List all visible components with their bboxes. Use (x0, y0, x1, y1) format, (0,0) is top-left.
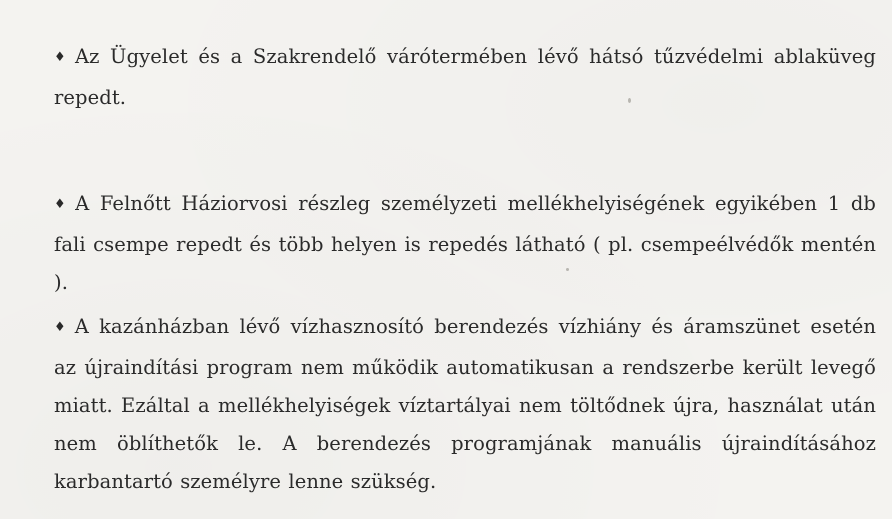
paragraph-wall-tile (54, 185, 876, 302)
paragraph-text: A kazánházban lévő vízhasznosító berendezés vízhiány és áramszünet esetén az újraindítási program nem működik automatikusan a rendszerbe került levegő miatt. Ezáltal a mellékhelyiségek víztartályai nem töltődnek újra, használat után nem öblíthetők le. A berendezés programjának manuális újraindításához karbantartó személyre lenne szükség. (54, 314, 876, 493)
paragraph-text: Az Ügyelet és a Szakrendelő várótermében lévő hátsó tűzvédelmi ablaküveg repedt. (54, 44, 876, 109)
paragraph-text: A Felnőtt Háziorvosi részleg személyzeti mellékhelyiségének egyikében 1 db fali csempe repedt és több helyen is repedés látható ( pl. csempeélvédők mentén ). (54, 191, 876, 294)
diamond-bullet-icon: ♦ (54, 319, 69, 335)
diamond-bullet-icon: ♦ (54, 49, 69, 65)
paragraph-fire-window (54, 38, 876, 117)
paragraph-water-system (54, 308, 876, 501)
diamond-bullet-icon: ♦ (54, 196, 70, 212)
